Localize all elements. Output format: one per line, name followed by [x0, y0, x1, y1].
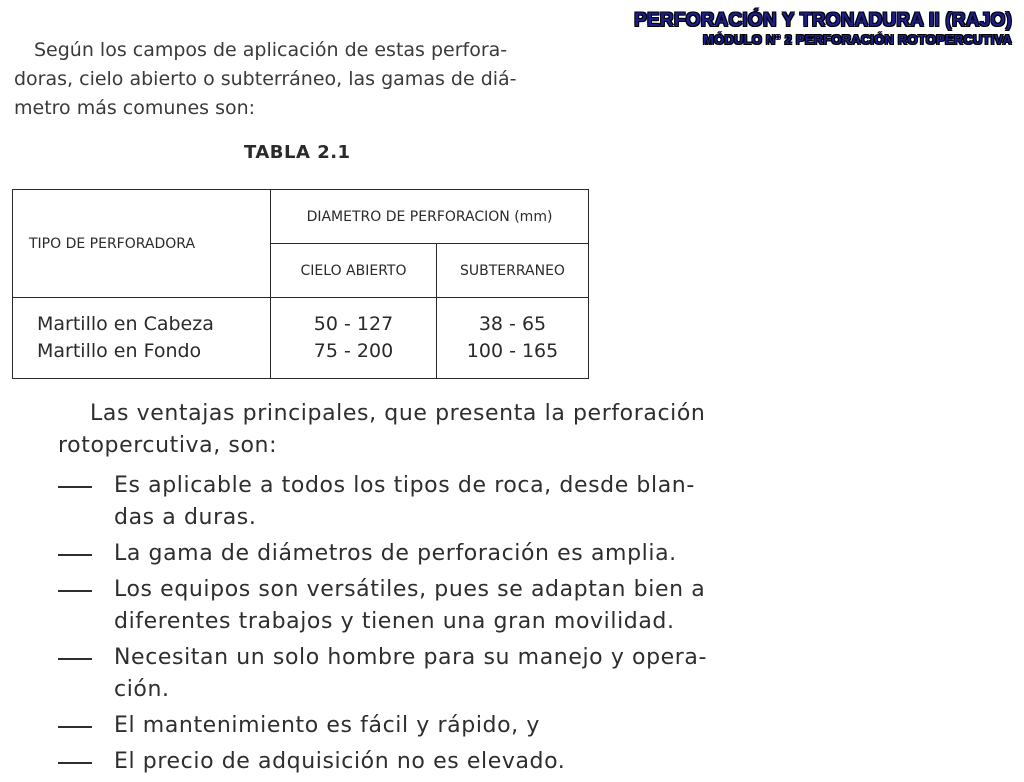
intro-paragraph: [14, 36, 614, 123]
list-item: [58, 538, 958, 570]
list-item: [58, 470, 958, 534]
dash-bullet: [58, 554, 92, 556]
table-body-row: [13, 298, 589, 379]
item-line: ción.: [114, 677, 170, 702]
dash-bullet: [58, 486, 92, 488]
slide-header: [634, 10, 1012, 48]
table-title: TABLA 2.1: [244, 142, 351, 163]
list-item: [58, 710, 958, 742]
course-title: PERFORACIÓN Y TRONADURA II (RAJO): [634, 10, 1012, 31]
diameter-table: [12, 189, 589, 379]
list-item: [58, 574, 958, 638]
item-line: Los equipos son versátiles, pues se adaptan bien a: [114, 577, 706, 602]
header-cielo-abierto: CIELO ABIERTO: [271, 244, 437, 298]
header-tipo: TIPO DE PERFORADORA: [13, 190, 271, 298]
dash-bullet: [58, 658, 92, 660]
lead-line: Las ventajas principales, que presenta la perforación: [90, 401, 706, 426]
item-line: El mantenimiento es fácil y rápido, y: [114, 713, 540, 738]
cielo-value: 75 - 200: [313, 340, 394, 362]
tipo-value: Martillo en Fondo: [37, 340, 202, 362]
item-line: Necesitan un solo hombre para su manejo y opera-: [114, 645, 708, 670]
item-line: das a duras.: [114, 505, 257, 530]
header-subterraneo: SUBTERRANEO: [437, 244, 589, 298]
item-line: Es aplicable a todos los tipos de roca, desde blan-: [114, 473, 695, 498]
sub-value: 100 - 165: [466, 340, 559, 362]
intro-line: Según los campos de aplicación de estas perfora-: [34, 39, 508, 61]
cell-tipo: [13, 298, 271, 379]
dash-bullet: [58, 726, 92, 728]
item-line: diferentes trabajos y tienen una gran movilidad.: [114, 609, 675, 634]
item-line: La gama de diámetros de perforación es amplia.: [114, 541, 677, 566]
list-item: [58, 746, 958, 778]
advantages-list: [58, 470, 958, 778]
item-line: El precio de adquisición no es elevado.: [114, 749, 566, 774]
intro-line: metro más comunes son:: [14, 97, 256, 119]
cell-sub: [437, 298, 589, 379]
tipo-value: Martillo en Cabeza: [37, 313, 214, 335]
dash-bullet: [58, 762, 92, 764]
intro-line: doras, cielo abierto o subterráneo, las gamas de diá-: [14, 68, 517, 90]
sub-value: 38 - 65: [478, 313, 547, 335]
lead-line: rotopercutiva, son:: [58, 433, 278, 458]
cielo-value: 50 - 127: [313, 313, 394, 335]
advantages-section: [58, 398, 958, 782]
header-diametro: DIAMETRO DE PERFORACION (mm): [271, 190, 589, 244]
list-item: [58, 642, 958, 706]
dash-bullet: [58, 590, 92, 592]
module-subtitle: MÓDULO N° 2 PERFORACIÓN ROTOPERCUTIVA: [703, 32, 1012, 47]
cell-cielo: [271, 298, 437, 379]
advantages-lead: [58, 398, 958, 462]
